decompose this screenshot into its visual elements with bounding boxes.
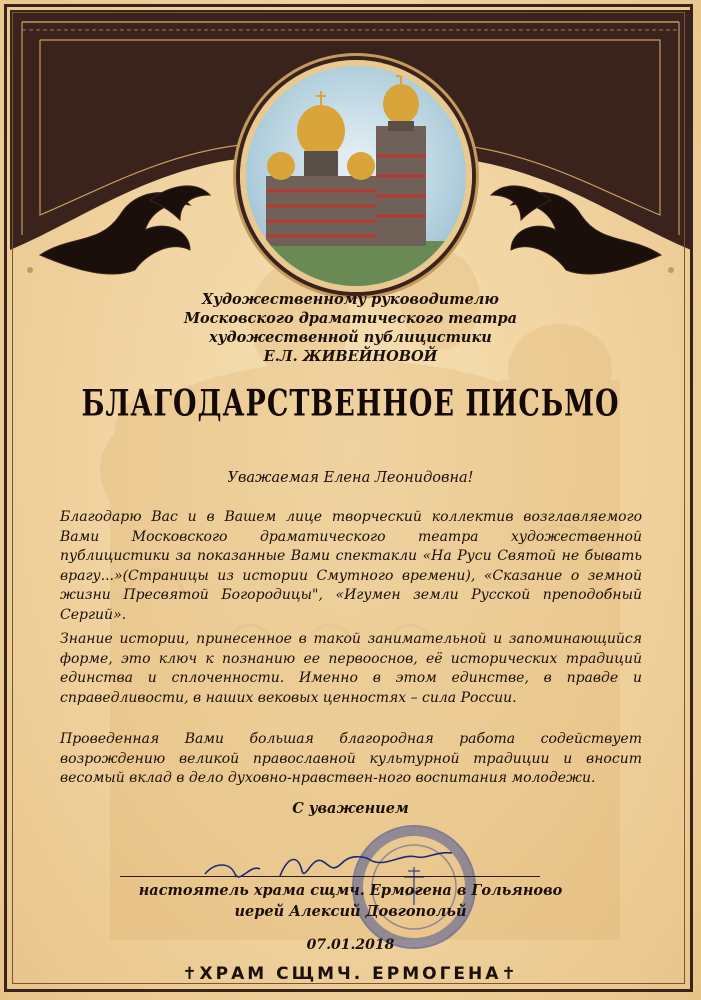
recipient-line-4: Е.Л. ЖИВЕЙНОВОЙ [263, 348, 438, 365]
letter-title: БЛАГОДАРСТВЕННОЕ ПИСЬМО [81, 383, 620, 425]
recipient-line-1: Художественному руководителю [202, 291, 499, 308]
recipient-line-2: Московского драматического театра [183, 310, 518, 327]
recipient-block [0, 290, 701, 366]
handwritten-signature [200, 846, 500, 886]
greeting: Уважаемая Елена Леонидовна! [227, 470, 474, 486]
closing-phrase: С уважением [292, 800, 409, 817]
paragraph-2: Знание истории, принесенное в такой занимательной и запоминающийся форме, это ключ к познанию ее первооснов, её исторических традиций единства и сплоченности. Именно в этом единстве, в правде и справедливости, в наших вековых ценностях – сила России. [60, 631, 642, 706]
signer-title: настоятель храма сщмч. Ермогена в Гольяново [138, 882, 563, 899]
paragraph-1: Благодарю Вас и в Вашем лице творческий коллектив возглавляемого Вами Московского драматического театра художественной публицистики за показанные Вами спектакли «На Руси Святой не бывать врагу...»(Страницы из истории Смутного времени), «Сказание о земной жизни Пресвятой Богородицы", «Игумен земли Русской преподобный Сергий». [60, 509, 642, 623]
signer-name: иерей Алексий Довгопольй [234, 903, 467, 920]
recipient-line-3: художественной публицистики [209, 329, 492, 346]
letter-date: 07.01.2018 [306, 937, 395, 953]
paragraph-3: Проведенная Вами большая благородная работа содействует возрождению великой православной культурной традиции и вносит весомый вклад в дело духовно-нравствен-ного воспитания молодежи. [60, 731, 642, 786]
footer-church-name: ✝ХРАМ СЩМЧ. ЕРМОГЕНА✝ [182, 964, 519, 984]
cathedral-medallion [240, 60, 472, 292]
cathedral-icon [246, 66, 466, 286]
